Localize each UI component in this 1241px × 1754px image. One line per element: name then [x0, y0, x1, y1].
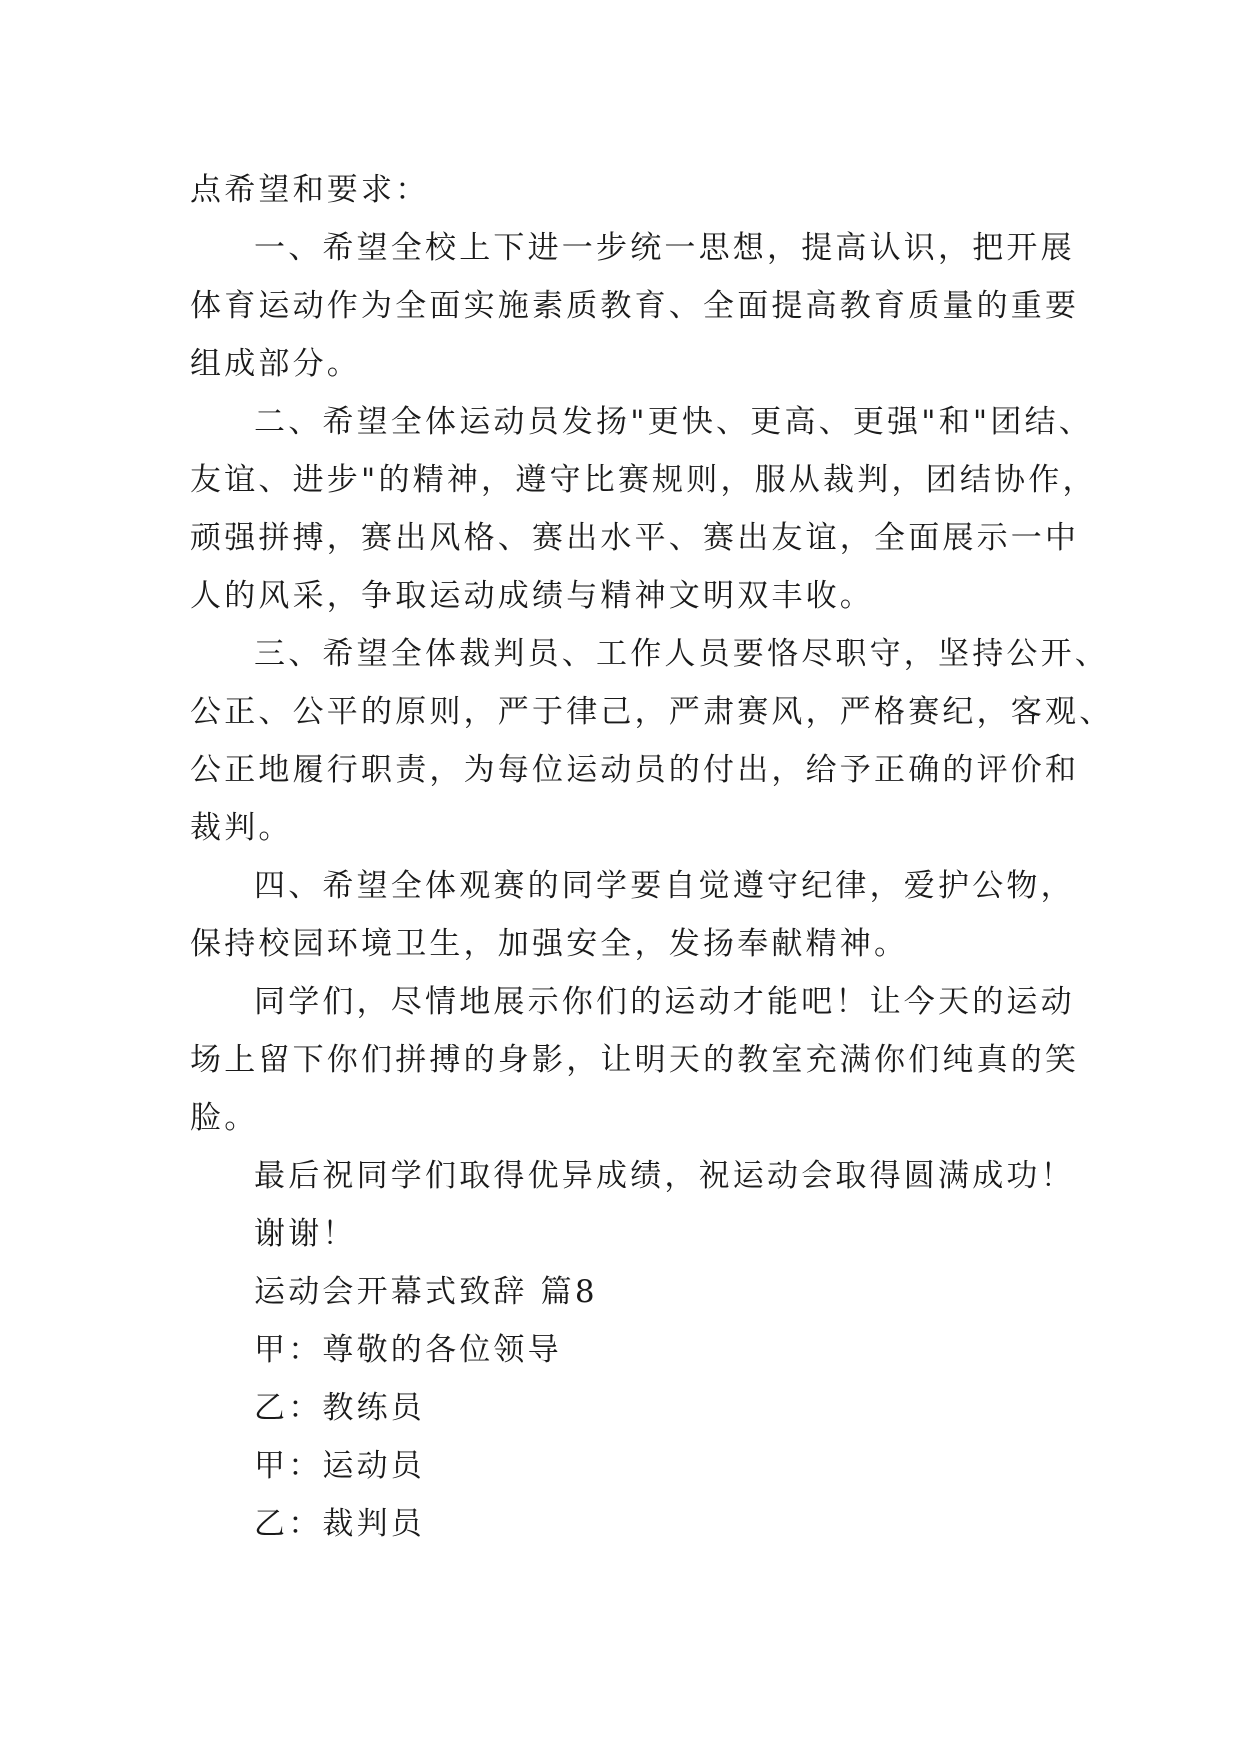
text-line: 人的风采，争取运动成绩与精神文明双丰收。 — [190, 578, 874, 614]
text-line: 三、希望全体裁判员、工作人员要恪尽职守，坚持公开、 — [254, 636, 1109, 672]
text-line: 公正、公平的原则，严于律己，严肃赛风，严格赛纪，客观、 — [190, 694, 1114, 730]
text-line: 体育运动作为全面实施素质教育、全面提高教育质量的重要 — [190, 288, 1080, 324]
text-line: 点希望和要求： — [190, 172, 430, 208]
text-line: 二、希望全体运动员发扬"更快、更高、更强"和"团结、 — [254, 404, 1093, 440]
text-line: 保持校园环境卫生，加强安全，发扬奉献精神。 — [190, 926, 909, 962]
text-line: 乙：裁判员 — [254, 1506, 425, 1542]
text-line: 一、希望全校上下进一步统一思想，提高认识，把开展 — [254, 230, 1075, 266]
text-line: 公正地履行职责，为每位运动员的付出，给予正确的评价和 — [190, 752, 1080, 788]
text-line: 组成部分。 — [190, 346, 361, 382]
text-line: 裁判。 — [190, 810, 293, 846]
text-line: 最后祝同学们取得优异成绩，祝运动会取得圆满成功！ — [254, 1158, 1075, 1194]
text-line: 脸。 — [190, 1100, 259, 1136]
section-heading: 运动会开幕式致辞 篇8 — [254, 1274, 598, 1310]
text-line: 同学们，尽情地展示你们的运动才能吧！让今天的运动 — [254, 984, 1075, 1020]
text-line: 四、希望全体观赛的同学要自觉遵守纪律，爱护公物， — [254, 868, 1075, 904]
text-line: 乙：教练员 — [254, 1390, 425, 1426]
text-line: 顽强拼搏，赛出风格、赛出水平、赛出友谊，全面展示一中 — [190, 520, 1080, 556]
text-line: 甲：尊敬的各位领导 — [254, 1332, 562, 1368]
text-line: 场上留下你们拼搏的身影，让明天的教室充满你们纯真的笑 — [190, 1042, 1080, 1078]
text-line: 谢谢！ — [254, 1216, 357, 1252]
text-line: 友谊、进步"的精神，遵守比赛规则，服从裁判，团结协作， — [190, 462, 1097, 498]
text-line: 甲：运动员 — [254, 1448, 425, 1484]
